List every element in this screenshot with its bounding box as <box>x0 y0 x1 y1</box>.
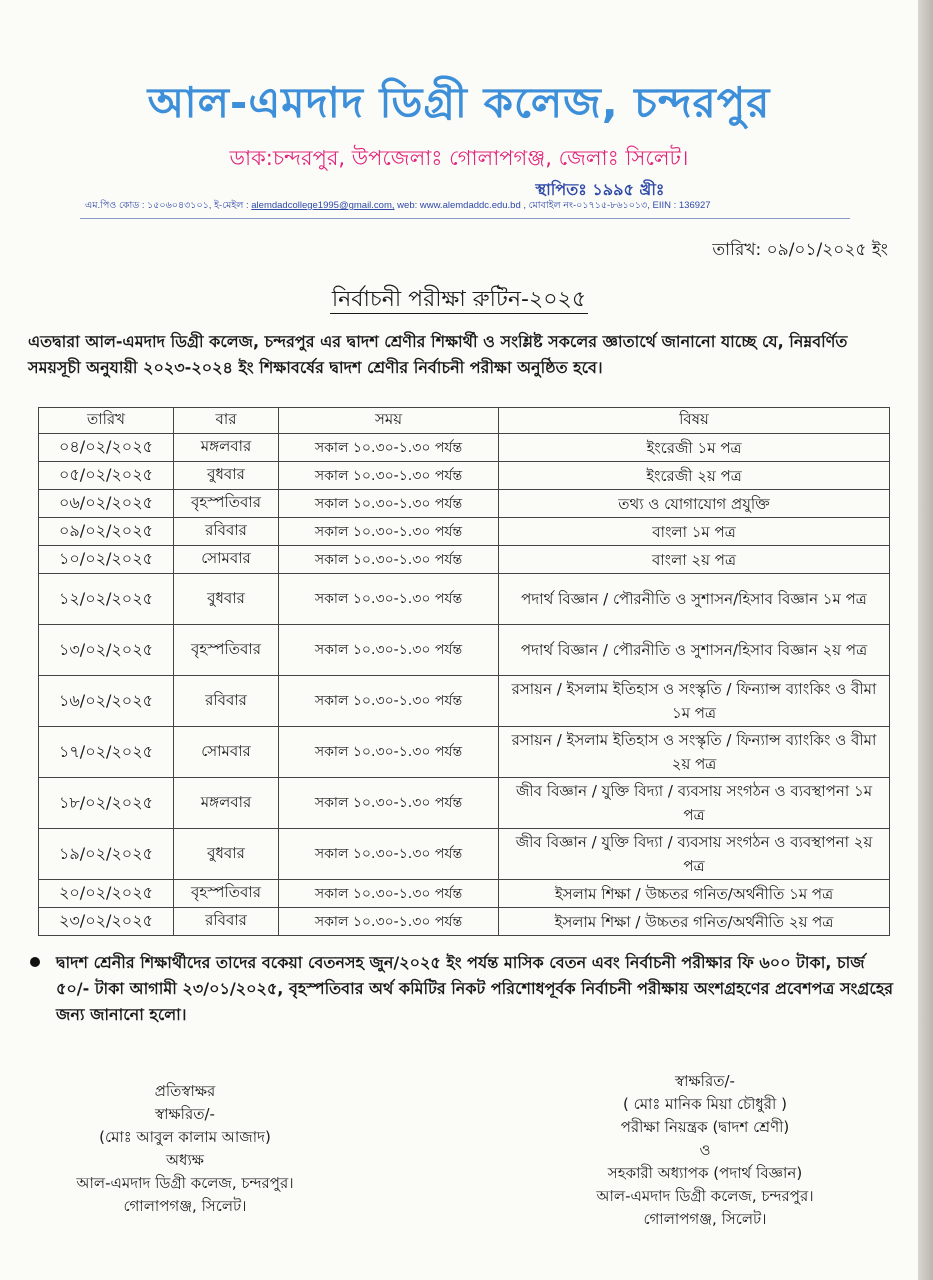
cell-subject: ইংরেজী ২য় পত্র <box>499 462 890 490</box>
cell-subject: ইংরেজী ১ম পত্র <box>499 434 890 462</box>
cell-time: সকাল ১০.৩০-১.৩০ পর্যন্ত <box>279 518 499 546</box>
intro-paragraph: এতদ্বারা আল-এমদাদ ডিগ্রী কলেজ, চন্দরপুর এর দ্বাদশ শ্রেণীর শিক্ষার্থী ও সংশ্লিষ্ট সকলের জ্ঞাতার্থে জানানো যাচ্ছে যে, নিম্নবর্ণিত সময়সূচী অনুযায়ী ২০২৩-২০২৪ ইং শিক্ষাবর্ষের দ্বাদশ শ্রেণীর নির্বাচনী পরীক্ষা অনুষ্ঠিত হবে। <box>28 332 848 377</box>
cell-date: ১৭/০২/২০২৫ <box>39 727 174 778</box>
signature-line: ও <box>699 1141 711 1159</box>
cell-day: রবিবার <box>174 908 279 936</box>
signature-line: আল-এমদাদ ডিগ্রী কলেজ, চন্দরপুর। <box>596 1187 814 1205</box>
table-body <box>39 434 890 936</box>
cell-subject: ইসলাম শিক্ষা / উচ্চতর গনিত/অর্থনীতি ১ম পত্র <box>499 880 890 908</box>
cell-time: সকাল ১০.৩০-১.৩০ পর্যন্ত <box>279 462 499 490</box>
cell-subject: রসায়ন / ইসলাম ইতিহাস ও সংস্কৃতি / ফিন্যান্স ব্যাংকিং ও বীমা ১ম পত্র <box>499 676 890 727</box>
cell-time: সকাল ১০.৩০-১.৩০ পর্যন্ত <box>279 829 499 880</box>
cell-day: সোমবার <box>174 727 279 778</box>
signature-line: স্বাক্ষরিত/- <box>675 1072 735 1090</box>
table-row <box>39 462 890 490</box>
issue-date: তারিখ: ০৯/০১/২০২৫ ইং <box>712 240 888 260</box>
cell-date: ০৬/০২/২০২৫ <box>39 490 174 518</box>
cell-subject: জীব বিজ্ঞান / যুক্তি বিদ্যা / ব্যবসায় সংগঠন ও ব্যবস্থাপনা ১ম পত্র <box>499 778 890 829</box>
cell-date: ১৮/০২/২০২৫ <box>39 778 174 829</box>
table-row <box>39 434 890 462</box>
cell-subject: তথ্য ও যোগাযোগ প্রযুক্তি <box>499 490 890 518</box>
table-header-row <box>39 408 890 434</box>
table-row <box>39 829 890 880</box>
signature-line: সহকারী অধ্যাপক (পদার্থ বিজ্ঞান) <box>607 1164 803 1182</box>
cell-subject: পদার্থ বিজ্ঞান / পৌরনীতি ও সুশাসন/হিসাব বিজ্ঞান ২য় পত্র <box>499 625 890 676</box>
cell-day: বৃহস্পতিবার <box>174 490 279 518</box>
cell-date: ১৩/০২/২০২৫ <box>39 625 174 676</box>
established-year: স্থাপিতঃ ১৯৯৫ খ্রীঃ <box>535 180 665 199</box>
exam-routine-table <box>38 407 890 936</box>
cell-subject: জীব বিজ্ঞান / যুক্তি বিদ্যা / ব্যবসায় সংগঠন ও ব্যবস্থাপনা ২য় পত্র <box>499 829 890 880</box>
cell-date: ০৯/০২/২০২৫ <box>39 518 174 546</box>
cell-time: সকাল ১০.৩০-১.৩০ পর্যন্ত <box>279 778 499 829</box>
table-row <box>39 574 890 625</box>
cell-time: সকাল ১০.৩০-১.৩০ পর্যন্ত <box>279 676 499 727</box>
cell-day: সোমবার <box>174 546 279 574</box>
signature-line: গোলাপগঞ্জ, সিলেট। <box>643 1210 767 1228</box>
page-edge <box>918 0 933 1280</box>
signature-block <box>540 1070 870 1231</box>
fee-notice: দ্বাদশ শ্রেনীর শিক্ষার্থীদের তাদের বকেয়া বেতনসহ জুন/২০২৫ ইং পর্যন্ত মাসিক বেতন এবং নির্বাচনী পরীক্ষার ফি ৬০০ টাকা, চার্জ ৫০/- টাকা আগামী ২৩/০১/২০২৫, বৃহস্পতিবার অর্থ কমিটির নিকট পরিশোধপূর্বক নির্বাচনী পরীক্ষায় অংশগ্রহণের প্রবেশপত্র সংগ্রহের জন্য জানানো হলো। <box>56 953 894 1024</box>
cell-date: ০৪/০২/২০২৫ <box>39 434 174 462</box>
countersign-block <box>30 1080 340 1218</box>
cell-time: সকাল ১০.৩০-১.৩০ পর্যন্ত <box>279 490 499 518</box>
table-row <box>39 518 890 546</box>
cell-subject: রসায়ন / ইসলাম ইতিহাস ও সংস্কৃতি / ফিন্যান্স ব্যাংকিং ও বীমা ২য় পত্র <box>499 727 890 778</box>
cell-time: সকাল ১০.৩০-১.৩০ পর্যন্ত <box>279 546 499 574</box>
table-row <box>39 625 890 676</box>
cell-date: ২০/০২/২০২৫ <box>39 880 174 908</box>
header-date: তারিখ <box>39 408 174 434</box>
contact-line <box>85 199 711 214</box>
signature-line: (মোঃ আবুল কালাম আজাদ) <box>99 1128 271 1146</box>
cell-subject: পদার্থ বিজ্ঞান / পৌরনীতি ও সুশাসন/হিসাব বিজ্ঞান ১ম পত্র <box>499 574 890 625</box>
routine-title <box>0 282 918 319</box>
table-row <box>39 880 890 908</box>
cell-day: বুধবার <box>174 462 279 490</box>
cell-time: সকাল ১০.৩০-১.৩০ পর্যন্ত <box>279 574 499 625</box>
cell-day: বৃহস্পতিবার <box>174 880 279 908</box>
signature-line: আল-এমদাদ ডিগ্রী কলেজ, চন্দরপুর। <box>76 1174 294 1192</box>
college-address: ডাক:চন্দরপুর, উপজেলাঃ গোলাপগঞ্জ, জেলাঃ সিলেট। <box>229 146 689 170</box>
cell-time: সকাল ১০.৩০-১.৩০ পর্যন্ত <box>279 880 499 908</box>
cell-day: রবিবার <box>174 518 279 546</box>
cell-day: বুধবার <box>174 829 279 880</box>
table-row <box>39 727 890 778</box>
cell-date: ১৬/০২/২০২৫ <box>39 676 174 727</box>
signature-line: স্বাক্ষরিত/- <box>155 1105 215 1123</box>
signature-line: গোলাপগঞ্জ, সিলেট। <box>123 1197 247 1215</box>
cell-time: সকাল ১০.৩০-১.৩০ পর্যন্ত <box>279 625 499 676</box>
cell-day: বুধবার <box>174 574 279 625</box>
contact-email: alemdadcollege1995@gmail.com, <box>251 200 395 211</box>
signature-line: ( মোঃ মানিক মিয়া চৌধুরী ) <box>623 1095 787 1113</box>
header-divider <box>80 218 850 219</box>
table-row <box>39 676 890 727</box>
header-subject: বিষয় <box>499 408 890 434</box>
cell-subject: ইসলাম শিক্ষা / উচ্চতর গনিত/অর্থনীতি ২য় পত্র <box>499 908 890 936</box>
contact-suffix: web: www.alemdaddc.edu.bd , মোবাইল নং-০১৭১৫-৮৬১০১৩, EIIN : 136927 <box>394 200 711 211</box>
cell-date: ১২/০২/২০২৫ <box>39 574 174 625</box>
cell-time: সকাল ১০.৩০-১.৩০ পর্যন্ত <box>279 727 499 778</box>
cell-date: ১০/০২/২০২৫ <box>39 546 174 574</box>
cell-day: মঙ্গলবার <box>174 778 279 829</box>
table-row <box>39 546 890 574</box>
table-row <box>39 778 890 829</box>
cell-day: রবিবার <box>174 676 279 727</box>
cell-day: বৃহস্পতিবার <box>174 625 279 676</box>
table-row <box>39 908 890 936</box>
signature-line: প্রতিস্বাক্ষর <box>154 1082 216 1100</box>
cell-day: মঙ্গলবার <box>174 434 279 462</box>
cell-subject: বাংলা ২য় পত্র <box>499 546 890 574</box>
signature-line: অধ্যক্ষ <box>166 1151 204 1169</box>
cell-time: সকাল ১০.৩০-১.৩০ পর্যন্ত <box>279 908 499 936</box>
contact-prefix: এম.পিও কোড : ১৫০৬০৪৩১০১, ই-মেইল : <box>85 200 252 211</box>
header-time: সময় <box>279 408 499 434</box>
cell-subject: বাংলা ১ম পত্র <box>499 518 890 546</box>
cell-date: ০৫/০২/২০২৫ <box>39 462 174 490</box>
header-day: বার <box>174 408 279 434</box>
signature-line: পরীক্ষা নিয়ন্ত্রক (দ্বাদশ শ্রেণী) <box>620 1118 790 1136</box>
college-name: আল-এমদাদ ডিগ্রী কলেজ, চন্দরপুর <box>147 78 771 127</box>
cell-date: ১৯/০২/২০২৫ <box>39 829 174 880</box>
table-row <box>39 490 890 518</box>
cell-time: সকাল ১০.৩০-১.৩০ পর্যন্ত <box>279 434 499 462</box>
cell-date: ২৩/০২/২০২৫ <box>39 908 174 936</box>
routine-title-text: নির্বাচনী পরীক্ষা রুটিন-২০২৫ <box>331 287 587 312</box>
